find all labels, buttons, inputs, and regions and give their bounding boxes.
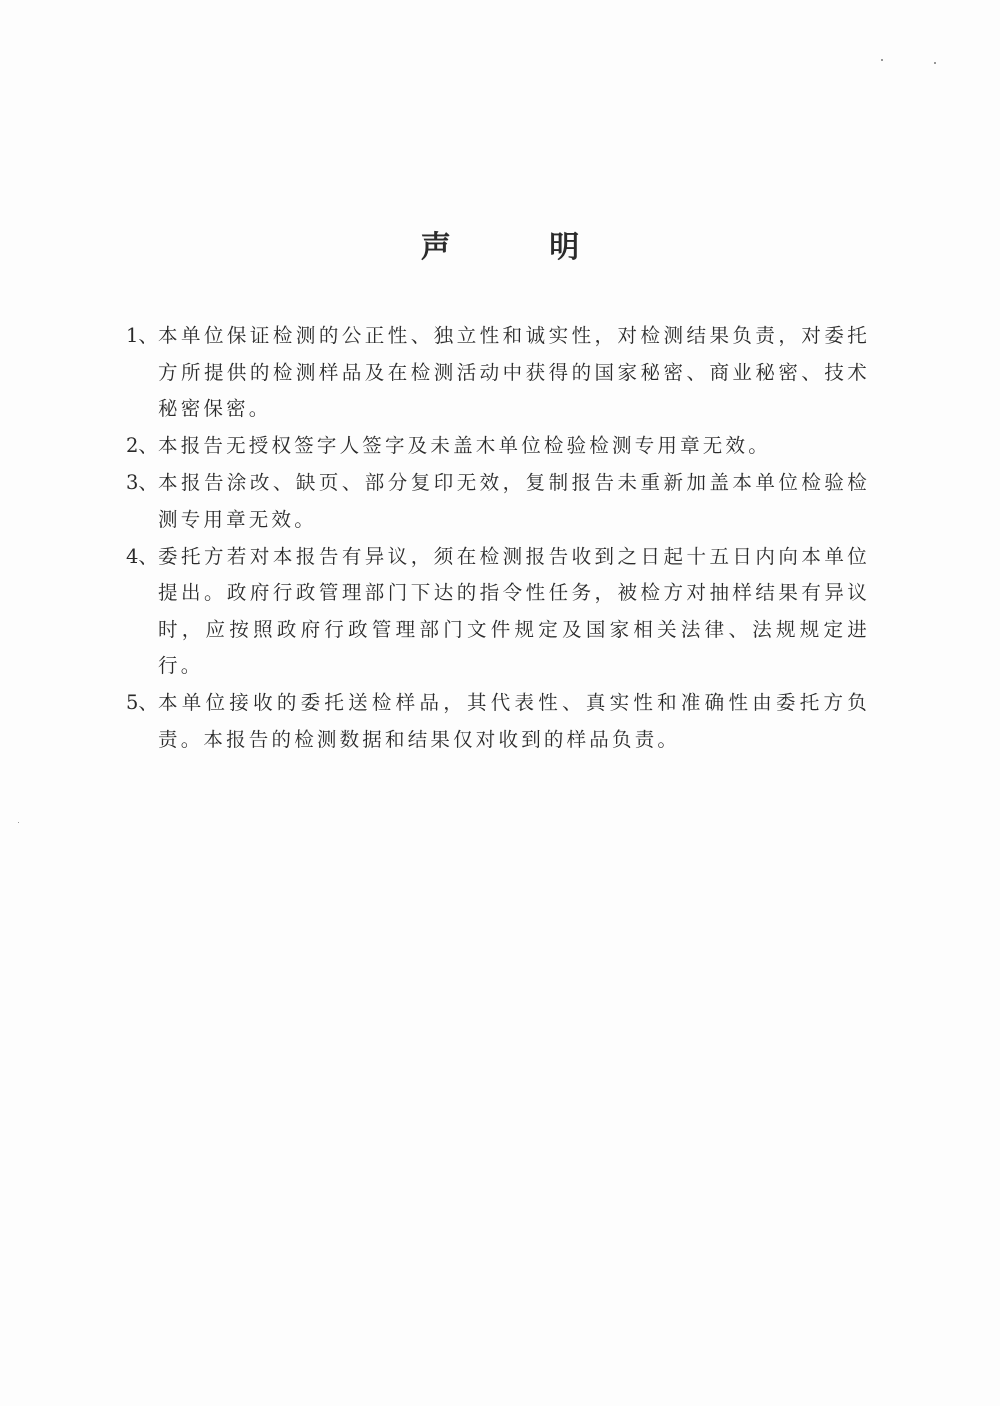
statement-item-4 [126,539,870,685]
statement-number: 2、 [126,434,158,457]
scan-speck [18,822,19,823]
statement-number: 1、 [126,324,158,347]
scan-speck [934,62,936,64]
statement-text: 委托方若对本报告有异议，须在检测报告收到之日起十五日内向本单位提出。政府行政管理部门下达的指令性任务，被检方对抽样结果有异议时，应按照政府行政管理部门文件规定及国家相关法律、法规规定进行。 [158,544,870,677]
statement-number: 4、 [126,544,158,568]
statement-number: 3、 [126,471,158,494]
statement-item-5 [126,685,870,758]
statement-text: 本单位接收的委托送检样品，其代表性、真实性和准确性由委托方负责。本报告的检测数据和结果仅对收到的样品负责。 [158,691,870,751]
statement-number: 5、 [126,691,158,714]
statement-item-2 [126,428,870,465]
statement-text: 本报告无授权签字人签字及未盖木单位检验检测专用章无效。 [158,434,771,457]
statement-text: 本单位保证检测的公正性、独立性和诚实性，对检测结果负责，对委托方所提供的检测样品及在检测活动中获得的国家秘密、商业秘密、技术秘密保密。 [158,324,870,420]
statement-list [126,318,870,759]
scan-speck [881,59,883,61]
statement-text: 本报告涂改、缺页、部分复印无效，复制报告未重新加盖本单位检验检测专用章无效。 [158,471,870,531]
page-title: 声 明 [420,230,624,265]
statement-item-3 [126,465,870,538]
statement-item-1 [126,318,870,428]
